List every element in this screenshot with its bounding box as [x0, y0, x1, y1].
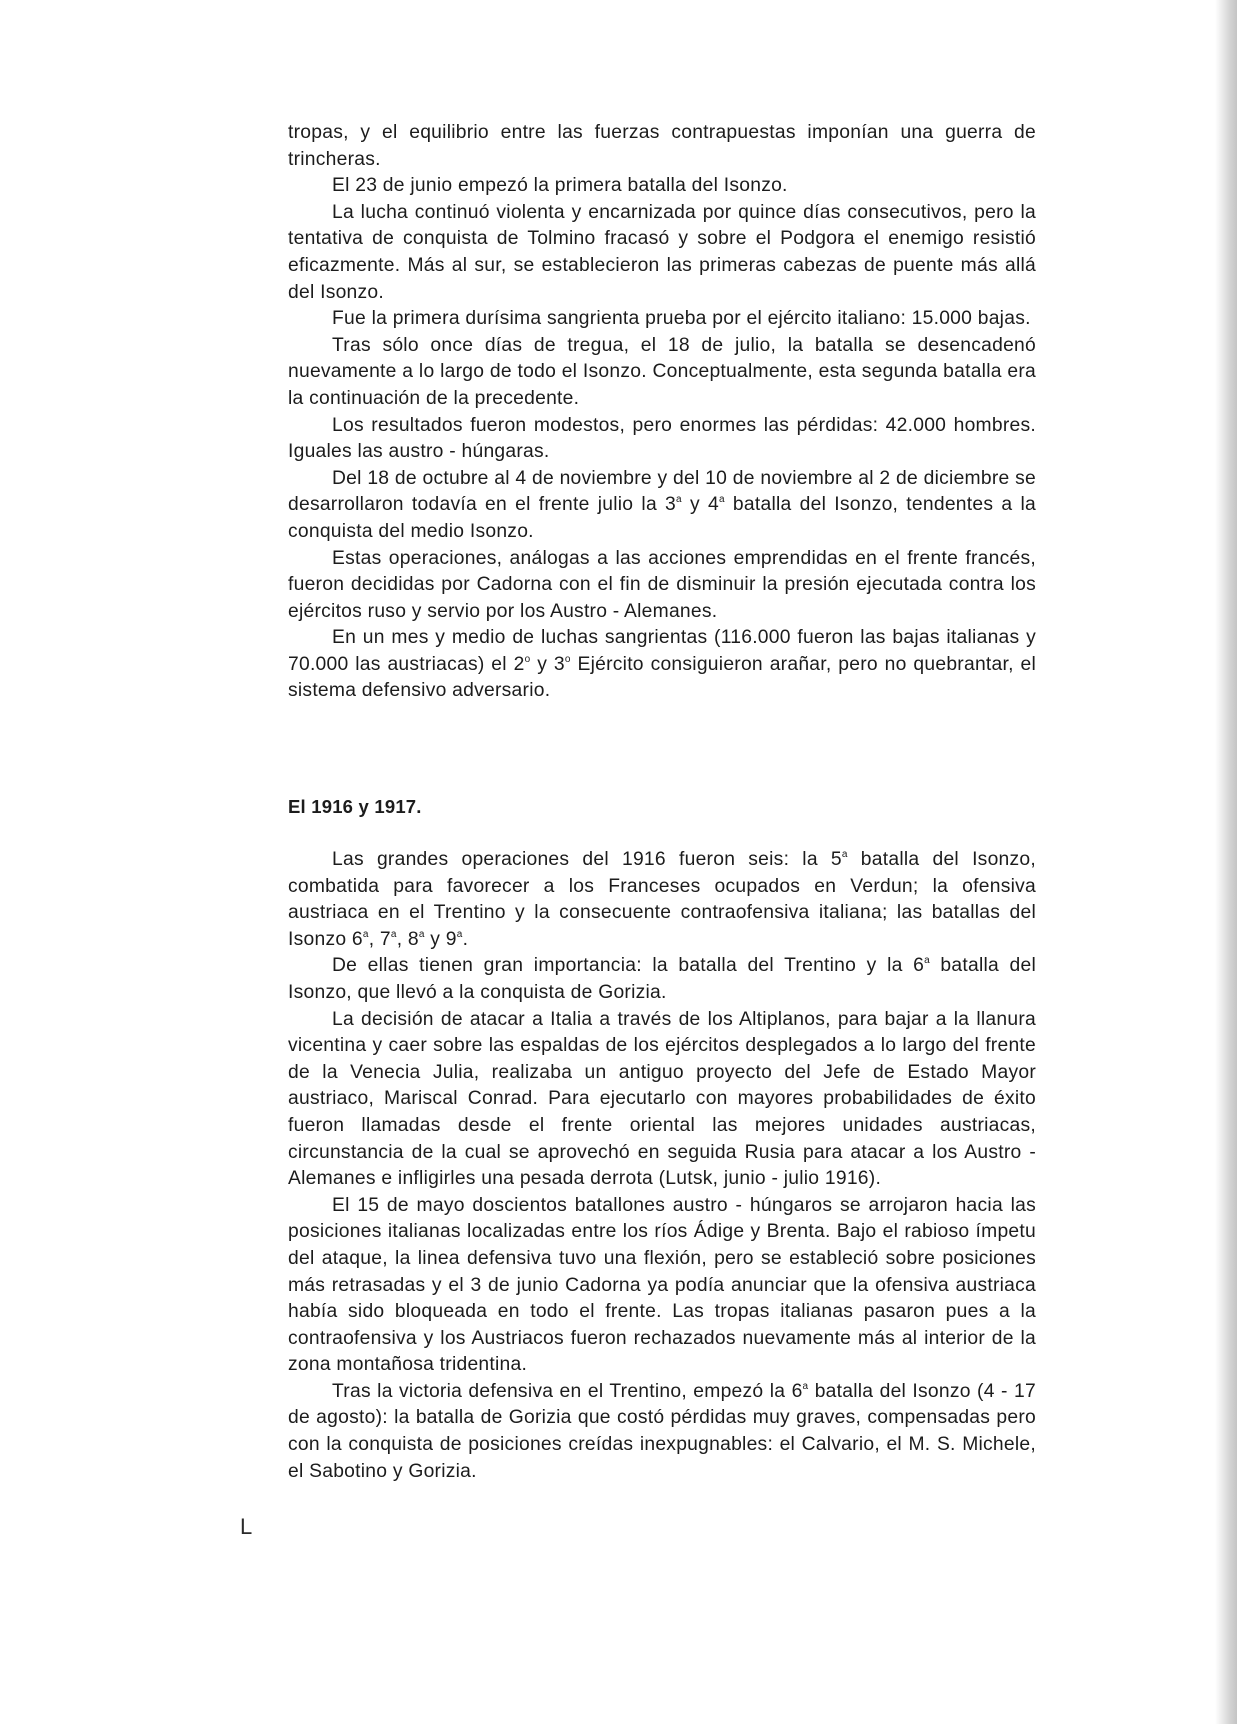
ordinal-superscript: a [418, 928, 425, 940]
page-edge-shadow [1215, 0, 1237, 1724]
paragraph: El 15 de mayo doscientos batallones austro - húngaros se arrojaron hacia las posiciones italianas localizadas entre los ríos Ádige y Brenta. Bajo el rabioso ímpetu del ataque, la linea defensiva tuvo una flexión, pero se estableció sobre posiciones más retrasadas y el 3 de junio Cadorna ya podía anunciar que la ofensiva austriaca había sido bloqueada en todo el frente. Las tropas italianas pasaron pues a la contraofensiva y los Austriacos fueron rechazados nuevamente más al interior de la zona montañosa tridentina. [288, 1194, 1036, 1376]
text-run: Del 18 de octubre al 4 de noviembre y del 10 de noviembre al 2 de diciembre se desarrollaron todavía en el frente julio la 3 [288, 467, 1036, 516]
text-run: En un mes y medio de luchas sangrientas (116.000 fueron las bajas italianas y 70.000 las austriacas) el 2 [288, 627, 1036, 675]
paragraph [288, 953, 1036, 1006]
ordinal-superscript: a [718, 494, 725, 506]
section-1916-prelude [288, 120, 1036, 705]
paragraph [288, 625, 1036, 705]
ordinal-superscript: a [676, 494, 682, 506]
paragraph [288, 1379, 1036, 1485]
text-run: y 4 [681, 494, 719, 516]
ordinal-superscript: a [841, 849, 848, 860]
text-run: , 8 [396, 928, 419, 950]
text-run: De ellas tienen gran importancia: la batalla del Trentino y la 6 [332, 955, 925, 977]
text-run: batalla del Isonzo (4 - 17 de agosto): la batalla de Gorizia que costó pérdidas muy graves, compensadas pero con la conquista de posiciones creídas inexpugnables: el Calvario, el M. S. Michele, el Sabotino y Gorizia. [288, 1380, 1036, 1482]
ordinal-superscript: a [924, 955, 930, 967]
text-run: . [462, 928, 469, 950]
ordinal-superscript: a [390, 928, 397, 940]
paragraph [288, 847, 1036, 953]
text-run: Las grandes operaciones del 1916 fueron seis: la 5 [332, 849, 842, 870]
page-body [288, 120, 1037, 1482]
text-run: Tras la victoria defensiva en el Trentino, empezó la 6 [332, 1380, 803, 1402]
paragraph: Fue la primera durísima sangrienta prueba por el ejército italiano: 15.000 bajas. [332, 308, 1031, 330]
paragraph: tropas, y el equilibrio entre las fuerzas contrapuestas imponían una guerra de trincheras. [288, 122, 1036, 170]
text-run: y 9 [424, 928, 457, 950]
paragraph: La decisión de atacar a Italia a través de los Altiplanos, para bajar a la llanura vicentina y caer sobre las espaldas de los ejércitos desplegados a lo largo del frente de la Venecia Julia, realizaba un antiguo proyecto del Jefe de Estado Mayor austriaco, Mariscal Conrad. Para ejecutarlo con mayores probabilidades de éxito fueron llamadas desde el frente oriental las mejores unidades austriacas, circunstancia de la cual se aprovechó en seguida Rusia para atacar a los Austro - Alemanes e infligirles una pesada derrota (Lutsk, junio - julio 1916). [288, 1008, 1036, 1190]
ordinal-superscript: a [362, 928, 369, 940]
paragraph: Tras sólo once días de tregua, el 18 de julio, la batalla se desencadenó nuevamente a lo largo de todo el Isonzo. Conceptualmente, esta segunda batalla era la continuación de la precedente. [288, 334, 1036, 409]
text-run: batalla del Isonzo, que llevó a la conquista de Gorizia. [288, 955, 1037, 1003]
section-heading: El 1916 y 1917. [288, 796, 422, 817]
text-run: y 3 [530, 653, 565, 675]
paragraph: Estas operaciones, análogas a las acciones emprendidas en el frente francés, fueron decididas por Cadorna con el fin de disminuir la presión ejecutada contra los ejércitos ruso y servio por los Austro - Alemanes. [288, 547, 1036, 622]
text-run: batalla del Isonzo, tendentes a la conquista del medio Isonzo. [288, 494, 1037, 542]
text-run: , 7 [368, 928, 391, 950]
ordinal-superscript: a [456, 928, 463, 940]
ordinal-superscript: o [564, 653, 571, 665]
text-run: Ejército consiguieron arañar, pero no quebrantar, el sistema defensivo adversario. [288, 653, 1037, 702]
text-run: batalla del Isonzo, combatida para favorecer a los Franceses ocupados en Verdun; la ofensiva austriaca en el Trentino y la consecuente contraofensiva italiana; las batallas del Isonzo 6 [288, 849, 1036, 950]
paragraph: Los resultados fueron modestos, pero enormes las pérdidas: 42.000 hombres. Iguales las austro - húngaras. [288, 414, 1036, 463]
margin-mark: L [240, 1514, 253, 1539]
paragraph: El 23 de junio empezó la primera batalla del Isonzo. [332, 175, 788, 197]
paragraph: La lucha continuó violenta y encarnizada por quince días consecutivos, pero la tentativa de conquista de Tolmino fracasó y sobre el Podgora el enemigo resistió eficazmente. Más al sur, se establecieron las primeras cabezas de puente más allá del Isonzo. [288, 201, 1036, 303]
paragraph [288, 466, 1036, 546]
section-1916-1917 [288, 847, 1036, 1485]
ordinal-superscript: o [524, 653, 531, 665]
ordinal-superscript: a [802, 1380, 809, 1392]
